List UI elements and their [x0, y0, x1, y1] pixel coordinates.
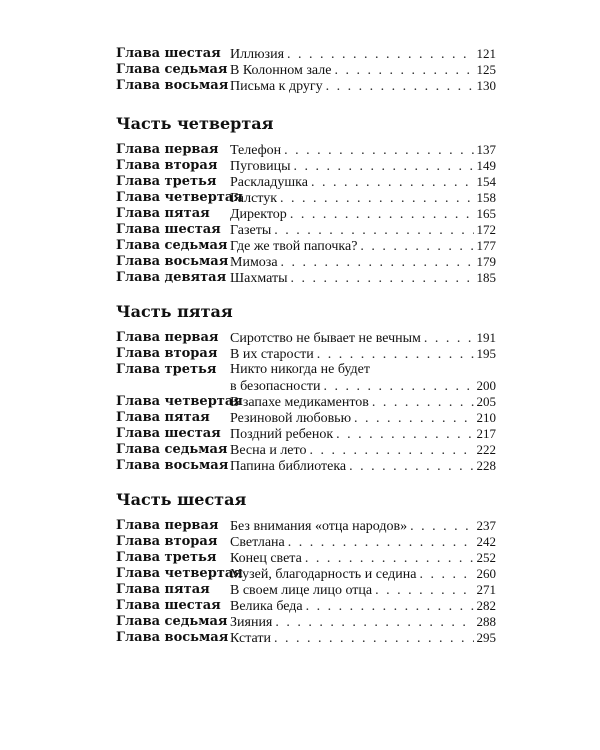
toc-entry [116, 550, 496, 566]
chapter-label: Глава шестая [116, 222, 221, 237]
chapter-title: В запахе медикаментов [230, 395, 369, 410]
page-number: 179 [476, 254, 496, 269]
leader-dots [424, 331, 474, 347]
chapter-title-line1: Никто никогда не будет [230, 362, 370, 377]
chapter-label: Глава пятая [116, 206, 210, 221]
page-number: 121 [476, 46, 496, 61]
chapter-title: Галстук [230, 191, 278, 206]
leader-dots [410, 519, 473, 535]
part-heading: Часть четвертая [116, 114, 274, 133]
page-number: 130 [476, 78, 496, 93]
toc-entry [116, 614, 496, 630]
leader-dots [419, 567, 473, 583]
toc-entry [116, 458, 496, 474]
toc-entry [116, 62, 496, 78]
chapter-label: Глава вторая [116, 346, 218, 361]
toc-entry [116, 190, 496, 206]
page-number: 200 [476, 378, 496, 393]
chapter-label: Глава третья [116, 550, 217, 565]
leader-dots [274, 223, 473, 239]
chapter-title: Иллюзия [230, 47, 285, 62]
chapter-title: Зияния [230, 615, 273, 630]
chapter-title: Раскладушка [230, 175, 308, 190]
chapter-label: Глава пятая [116, 582, 210, 597]
chapter-label: Глава шестая [116, 598, 221, 613]
chapter-title: Велика беда [230, 599, 303, 614]
leader-dots [274, 631, 474, 647]
toc-part-four [116, 114, 496, 286]
toc-entry [116, 46, 496, 62]
chapter-label: Глава вторая [116, 158, 218, 173]
page-number: 158 [476, 190, 496, 205]
chapter-title: Шахматы [230, 271, 288, 286]
leader-dots [349, 459, 473, 475]
toc-entry [116, 362, 496, 394]
chapter-label: Глава пятая [116, 410, 210, 425]
chapter-title: Без внимания «отца народов» [230, 519, 408, 534]
leader-dots [275, 615, 473, 631]
toc-entry [116, 346, 496, 362]
toc-entry [116, 238, 496, 254]
page-number: 242 [476, 534, 496, 549]
toc-entry [116, 254, 496, 270]
toc-entry [116, 630, 496, 646]
leader-dots [354, 411, 473, 427]
page-number: 222 [476, 442, 496, 457]
chapter-title: Музей, благодарность и седина [230, 567, 417, 582]
leader-dots [372, 395, 474, 411]
toc-entry [116, 534, 496, 550]
leader-dots [360, 239, 473, 255]
toc-entry [116, 142, 496, 158]
chapter-label: Глава шестая [116, 46, 221, 61]
leader-dots [288, 535, 474, 551]
leader-dots [284, 143, 473, 159]
part-heading: Часть шестая [116, 490, 247, 509]
toc-entry [116, 410, 496, 426]
toc-entry [116, 222, 496, 238]
chapter-label: Глава седьмая [116, 442, 228, 457]
leader-dots [336, 427, 473, 443]
chapter-label: Глава третья [116, 174, 217, 189]
chapter-label: Глава девятая [116, 270, 227, 285]
leader-dots [305, 551, 474, 567]
leader-dots [323, 379, 473, 395]
chapter-label: Глава восьмая [116, 78, 229, 93]
toc-entry [116, 566, 496, 582]
leader-dots [294, 159, 474, 175]
page-number: 217 [476, 426, 496, 441]
toc-part-six [116, 490, 496, 646]
toc-entry [116, 78, 496, 94]
chapter-title: в безопасности [230, 379, 321, 394]
page-number: 252 [476, 550, 496, 565]
chapter-label: Глава седьмая [116, 238, 228, 253]
chapter-label: Глава седьмая [116, 62, 228, 77]
chapter-label: Глава первая [116, 330, 219, 345]
chapter-title: В своем лице лицо отца [230, 583, 373, 598]
page-number: 177 [476, 238, 496, 253]
chapter-label: Глава шестая [116, 426, 221, 441]
page-number: 137 [476, 142, 496, 157]
chapter-label: Глава вторая [116, 534, 218, 549]
page-number: 271 [476, 582, 496, 597]
chapter-title: Телефон [230, 143, 282, 158]
part-heading: Часть пятая [116, 302, 233, 321]
page-number: 165 [476, 206, 496, 221]
leader-dots [290, 207, 474, 223]
toc-entry [116, 270, 496, 286]
page-number: 154 [476, 174, 496, 189]
leader-dots [326, 79, 474, 95]
chapter-title: Газеты [230, 223, 272, 238]
leader-dots [290, 271, 473, 287]
toc-entry [116, 442, 496, 458]
leader-dots [287, 47, 473, 63]
chapter-label: Глава восьмая [116, 630, 229, 645]
page-number: 288 [476, 614, 496, 629]
chapter-title: Конец света [230, 551, 302, 566]
page-number: 191 [476, 330, 496, 345]
leader-dots [334, 63, 473, 79]
page-number: 185 [476, 270, 496, 285]
toc-entry [116, 158, 496, 174]
chapter-label: Глава четвертая [116, 190, 243, 205]
toc-entry [116, 582, 496, 598]
page-number: 195 [476, 346, 496, 361]
chapter-title: Весна и лето [230, 443, 307, 458]
chapter-label: Глава седьмая [116, 614, 228, 629]
page-number: 260 [476, 566, 496, 581]
leader-dots [311, 175, 474, 191]
chapter-title: Светлана [230, 535, 285, 550]
page-number: 205 [476, 394, 496, 409]
chapter-label: Глава четвертая [116, 394, 243, 409]
chapter-title: Кстати [230, 631, 271, 646]
chapter-title: Резиновой любовью [230, 411, 352, 426]
chapter-title: Письма к другу [230, 79, 323, 94]
chapter-title: Пуговицы [230, 159, 291, 174]
page-number: 282 [476, 598, 496, 613]
chapter-label: Глава четвертая [116, 566, 243, 581]
chapter-label: Глава первая [116, 142, 219, 157]
leader-dots [309, 443, 473, 459]
leader-dots [375, 583, 473, 599]
toc-entry [116, 206, 496, 222]
chapter-label: Глава первая [116, 518, 219, 533]
page-number: 210 [476, 410, 496, 425]
leader-dots [306, 599, 474, 615]
chapter-title: Сиротство не бывает не вечным [230, 331, 421, 346]
leader-dots [280, 191, 473, 207]
leader-dots [281, 255, 474, 271]
chapter-label: Глава восьмая [116, 254, 229, 269]
toc-entry [116, 598, 496, 614]
toc-entry [116, 426, 496, 442]
chapter-label: Глава восьмая [116, 458, 229, 473]
toc-entry [116, 518, 496, 534]
toc-part-continuation [116, 46, 496, 94]
page-number: 237 [476, 518, 496, 533]
toc-entry [116, 394, 496, 410]
toc-entry [116, 330, 496, 346]
chapter-title: Поздний ребенок [230, 427, 334, 442]
chapter-title: Папина библиотека [230, 459, 347, 474]
chapter-title: В Колонном зале [230, 63, 332, 78]
page-number: 228 [476, 458, 496, 473]
chapter-title: В их старости [230, 347, 314, 362]
page-number: 172 [476, 222, 496, 237]
toc-part-five [116, 302, 496, 474]
leader-dots [317, 347, 474, 363]
chapter-title: Мимоза [230, 255, 278, 270]
page-number: 149 [476, 158, 496, 173]
chapter-title: Где же твой папочка? [230, 239, 358, 254]
page-number: 125 [476, 62, 496, 77]
chapter-title: Директор [230, 207, 287, 222]
chapter-label: Глава третья [116, 362, 217, 377]
page-number: 295 [476, 630, 496, 645]
toc-entry [116, 174, 496, 190]
